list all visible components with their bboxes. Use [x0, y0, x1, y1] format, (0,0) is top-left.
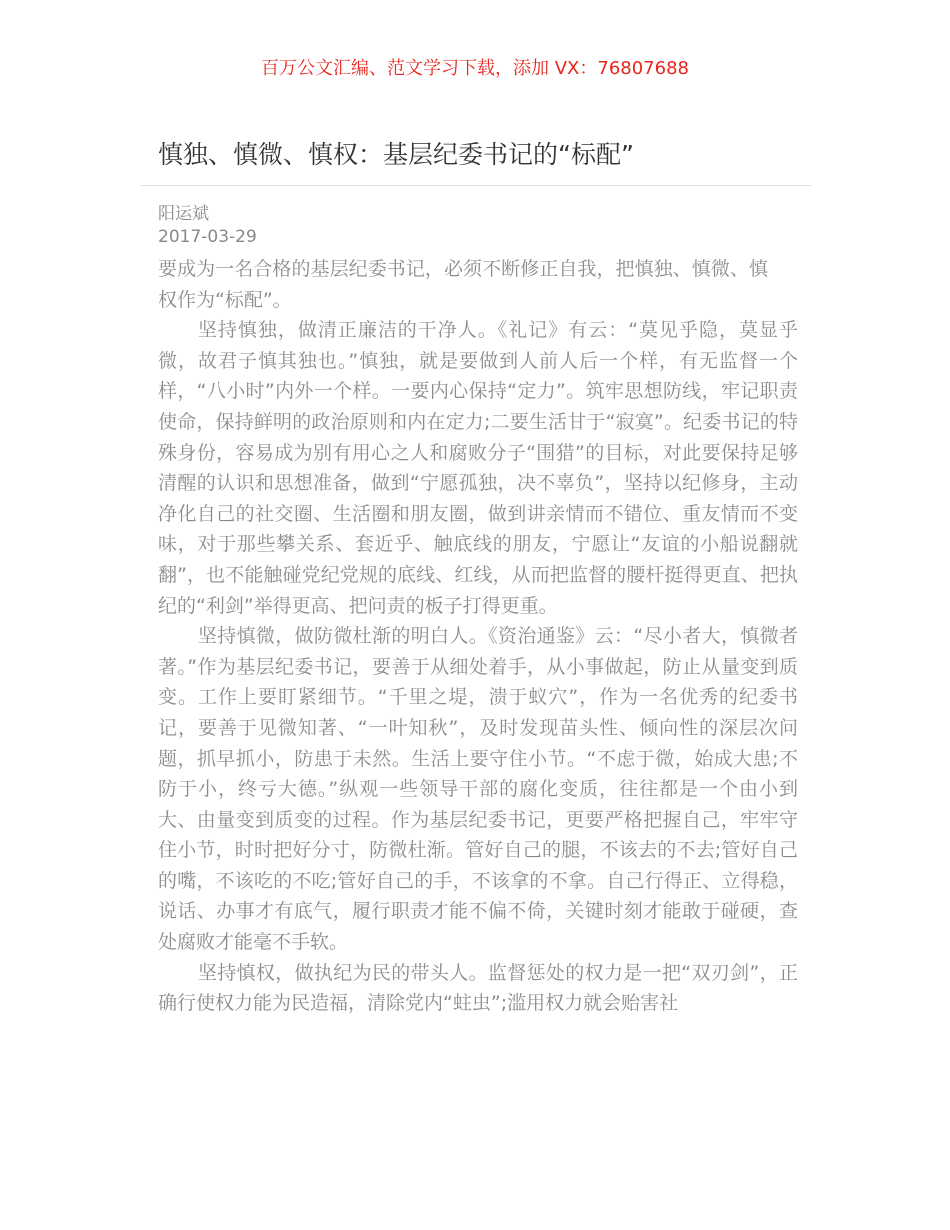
article-body: [158, 254, 798, 1019]
intro-paragraph: 要成为一名合格的基层纪委书记，必须不断修正自我，把慎独、慎微、慎权作为“标配”。: [158, 258, 768, 311]
publish-date: 2017-03-29: [158, 227, 257, 247]
author-name: 阳运斌: [158, 204, 209, 224]
body-paragraph: 坚持慎微，做防微杜渐的明白人。《资治通鉴》云：“尽小者大，慎微者著。”作为基层纪委书记，要善于从细处着手，从小事做起，防止从量变到质变。工作上要盯紧细节。“千里之堤，溃于蚁穴”，作为一名优秀的纪委书记，要善于见微知著、“一叶知秋”，及时发现苗头性、倾向性的深层次问题，抓早抓小，防患于未然。生活上要守住小节。“不虑于微，始成大患;不防于小，终亏大德。”纵观一些领导干部的腐化变质，往往都是一个由小到大、由量变到质变的过程。作为基层纪委书记，更要严格把握自己，牢牢守住小节，时时把好分寸，防微杜渐。管好自己的腿，不该去的不去;管好自己的嘴，不该吃的不吃;管好自己的手，不该拿的不拿。自己行得正、立得稳，说话、办事才有底气，履行职责才能不偏不倚，关键时刻才能敢于碰硬，查处腐败才能毫不手软。: [158, 625, 798, 954]
promo-banner: 百万公文汇编、范文学习下载，添加 VX：76807688: [261, 58, 689, 79]
body-paragraph: 坚持慎独，做清正廉洁的干净人。《礼记》有云：“莫见乎隐，莫显乎微，故君子慎其独也。”慎独，就是要做到人前人后一个样，有无监督一个样，“八小时”内外一个样。一要内心保持“定力”。筑牢思想防线，牢记职责使命，保持鲜明的政治原则和内在定力;二要生活甘于“寂寞”。纪委书记的特殊身份，容易成为别有用心之人和腐败分子“围猎”的目标，对此要保持足够清醒的认识和思想准备，做到“宁愿孤独，决不辜负”，坚持以纪修身，主动净化自己的社交圈、生活圈和朋友圈，做到讲亲情而不错位、重友情而不变味，对于那些攀关系、套近乎、触底线的朋友，宁愿让“友谊的小船说翻就翻”，也不能触碰党纪党规的底线、红线，从而把监督的腰杆挺得更直、把执纪的“利剑”举得更高、把问责的板子打得更重。: [158, 319, 798, 617]
title-divider: [140, 185, 812, 186]
body-paragraph: 坚持慎权，做执纪为民的带头人。监督惩处的权力是一把“双刃剑”，正确行使权力能为民造福，清除党内“蛀虫”;滥用权力就会贻害社: [158, 961, 798, 1015]
article-title: 慎独、慎微、慎权：基层纪委书记的“标配”: [158, 140, 634, 169]
article-meta: [158, 203, 257, 249]
